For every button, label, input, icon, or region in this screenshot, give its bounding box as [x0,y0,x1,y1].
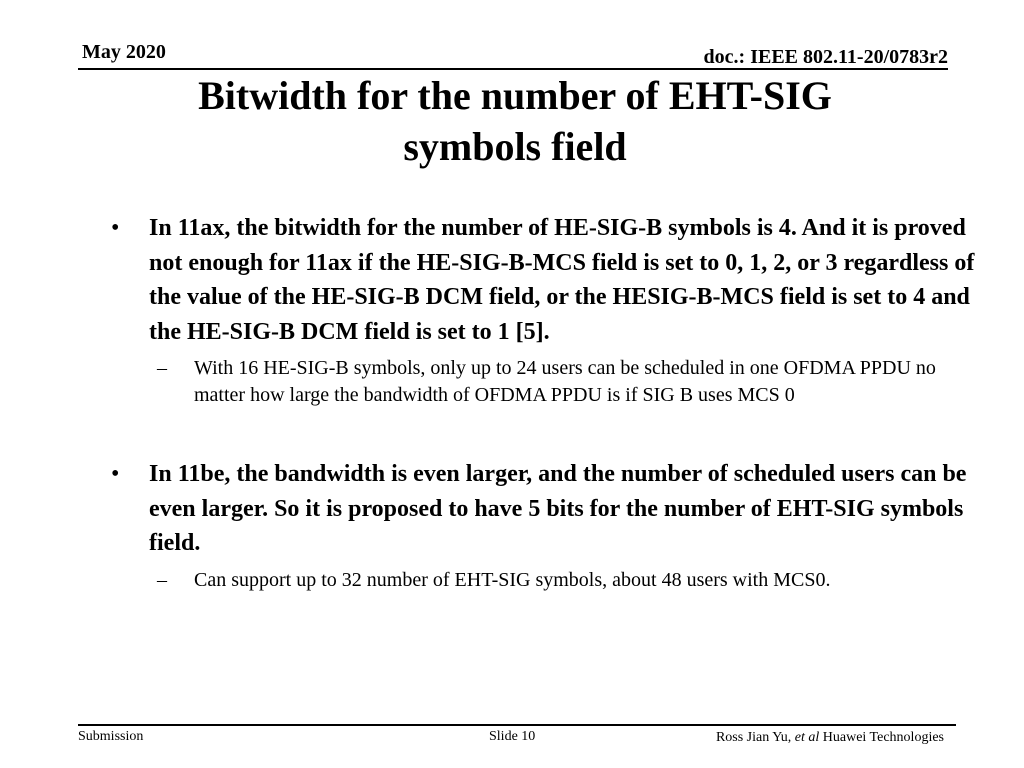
slide-title-line-2: symbols field [403,124,627,169]
slide-title-line-1: Bitwidth for the number of EHT-SIG [198,73,832,118]
footer-submission: Submission [78,729,144,744]
sub-bullet-item [111,567,981,594]
sub-bullet-text: With 16 HE-SIG-B symbols, only up to 24 users can be scheduled in one OFDMA PPDU no matter how large the bandwidth of OFDMA PPDU is if SIG B uses MCS 0 [194,357,936,406]
sub-bullet-marker: – [157,568,167,591]
footer-author-etal: et al [794,730,820,745]
slide-title [100,70,930,172]
bullet-item [111,211,981,349]
footer-organization: Huawei Technologies [819,730,944,745]
slide-body [111,211,981,594]
footer-author [716,729,944,747]
header-doc-id: doc.: IEEE 802.11-20/0783r2 [703,46,948,68]
footer-author-name: Ross Jian Yu, [715,730,795,745]
bullet-marker: • [111,461,120,487]
bullet-marker: • [111,215,120,241]
sub-bullet-text: Can support up to 32 number of EHT-SIG symbols, about 48 users with MCS0. [194,568,831,591]
sub-bullet-item [111,355,981,409]
bullet-item [111,457,981,561]
bullet-text: In 11ax, the bitwidth for the number of HE-SIG-B symbols is 4. And it is proved not enough for 11ax if the HE-SIG-B-MCS field is set to 0, 1, 2, or 3 regardless of the value of the HE-SIG-B DCM field, or the HESIG-B-MCS field is set to 4 and the HE-SIG-B DCM field is set to 1 [5]. [149,215,975,345]
bullet-text: In 11be, the bandwidth is even larger, and the number of scheduled users can be even larger. So it is proposed to have 5 bits for the number of EHT-SIG symbols field. [149,461,967,556]
sub-bullet-marker: – [157,357,167,379]
footer-divider [78,724,956,726]
footer-slide-number: Slide 10 [489,729,536,744]
header-date: May 2020 [82,41,166,63]
